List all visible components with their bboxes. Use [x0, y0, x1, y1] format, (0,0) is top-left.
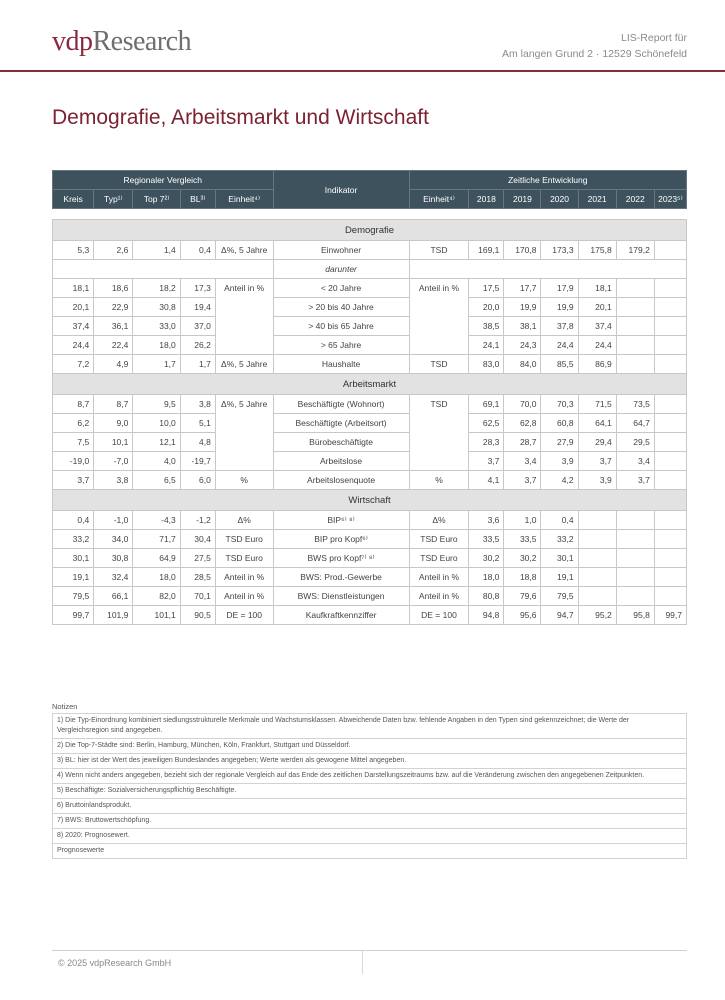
- cell-2019: 70,0: [504, 395, 541, 414]
- cell-2019: 19,9: [504, 298, 541, 317]
- cell-bl: 19,4: [180, 298, 215, 317]
- cell-bl: 30,4: [180, 530, 215, 549]
- cell-typ: -7,0: [94, 452, 133, 471]
- cell-2018: 169,1: [469, 241, 504, 260]
- indicator-table: [52, 170, 687, 625]
- cell-2020: 24,4: [541, 336, 578, 355]
- logo-vdp: vdp: [52, 26, 93, 57]
- group-regional: Regionaler Vergleich: [53, 171, 274, 190]
- cell-2019: 1,0: [504, 511, 541, 530]
- cell-indicator: > 40 bis 65 Jahre: [273, 317, 409, 336]
- cell-2019: 30,2: [504, 549, 541, 568]
- cell-2023: [654, 568, 686, 587]
- cell-indicator: BWS pro Kopf⁷⁾ ⁸⁾: [273, 549, 409, 568]
- cell-2018: 62,5: [469, 414, 504, 433]
- cell-kreis: 99,7: [53, 606, 94, 625]
- cell-2020: 30,1: [541, 549, 578, 568]
- cell-bl: -19,7: [180, 452, 215, 471]
- cell-kreis: 0,4: [53, 511, 94, 530]
- cell-bl: 90,5: [180, 606, 215, 625]
- cell-2023: [654, 587, 686, 606]
- cell-top7: 64,9: [133, 549, 180, 568]
- cell-2018: 3,7: [469, 452, 504, 471]
- cell-indicator: BIP⁶⁾ ⁸⁾: [273, 511, 409, 530]
- cell-kreis: 7,5: [53, 433, 94, 452]
- note-item: 7) BWS: Bruttowertschöpfung.: [53, 814, 687, 829]
- col-2019: 2019: [504, 190, 541, 209]
- cell-bl: 4,8: [180, 433, 215, 452]
- cell-kreis: 79,5: [53, 587, 94, 606]
- col-2022: 2022: [616, 190, 654, 209]
- cell-top7: 1,4: [133, 241, 180, 260]
- cell-kreis: 7,2: [53, 355, 94, 374]
- cell-top7: 18,2: [133, 279, 180, 298]
- cell-2018: 28,3: [469, 433, 504, 452]
- cell-2022: 3,7: [616, 471, 654, 490]
- table-row: [53, 241, 687, 260]
- cell-2020: 79,5: [541, 587, 578, 606]
- cell-indicator: BWS: Prod.-Gewerbe: [273, 568, 409, 587]
- cell-unit-right: %: [409, 471, 469, 490]
- cell-bl: 5,1: [180, 414, 215, 433]
- cell-2018: 94,8: [469, 606, 504, 625]
- cell-2020: 94,7: [541, 606, 578, 625]
- cell-2019: 3,4: [504, 452, 541, 471]
- cell-unit-right: Anteil in %: [409, 587, 469, 606]
- cell-2021: [578, 549, 616, 568]
- cell-indicator: Einwohner: [273, 241, 409, 260]
- cell-2022: 179,2: [616, 241, 654, 260]
- cell-2020: 70,3: [541, 395, 578, 414]
- table-row: [53, 606, 687, 625]
- cell-2022: [616, 587, 654, 606]
- col-2021: 2021: [578, 190, 616, 209]
- table-row: [53, 260, 687, 279]
- report-title: LIS-Report für: [621, 32, 687, 44]
- cell-2021: [578, 568, 616, 587]
- cell-2019: 170,8: [504, 241, 541, 260]
- cell-2023: [654, 414, 686, 433]
- cell-indicator: Arbeitslose: [273, 452, 409, 471]
- cell-typ: 10,1: [94, 433, 133, 452]
- section-demografie: Demografie: [53, 220, 687, 241]
- table-row: [53, 549, 687, 568]
- cell-kreis: 24,4: [53, 336, 94, 355]
- cell-top7: 101,1: [133, 606, 180, 625]
- cell-unit-right: TSD Euro: [409, 549, 469, 568]
- cell-2018: 30,2: [469, 549, 504, 568]
- footer-divider: [362, 950, 363, 974]
- table-row: [53, 587, 687, 606]
- cell-indicator: > 20 bis 40 Jahre: [273, 298, 409, 317]
- cell-2020: 19,9: [541, 298, 578, 317]
- cell-top7: 30,8: [133, 298, 180, 317]
- cell-2020: 173,3: [541, 241, 578, 260]
- cell-2023: [654, 279, 686, 298]
- table-row: [53, 395, 687, 414]
- cell-2019: 18,8: [504, 568, 541, 587]
- col-einheit-right: Einheit⁴⁾: [409, 190, 469, 209]
- cell-2020: 17,9: [541, 279, 578, 298]
- cell-bl: -1,2: [180, 511, 215, 530]
- cell-bl: 70,1: [180, 587, 215, 606]
- cell-2022: [616, 336, 654, 355]
- cell-2022: [616, 317, 654, 336]
- cell-top7: 10,0: [133, 414, 180, 433]
- cell-2021: 18,1: [578, 279, 616, 298]
- cell-top7: 71,7: [133, 530, 180, 549]
- cell-typ: 18,6: [94, 279, 133, 298]
- cell-2019: 28,7: [504, 433, 541, 452]
- cell-unit-left: Anteil in %: [215, 568, 273, 587]
- cell-2018: 18,0: [469, 568, 504, 587]
- cell-unit-right: TSD Euro: [409, 530, 469, 549]
- cell-darunter: darunter: [273, 260, 409, 279]
- cell-kreis: 33,2: [53, 530, 94, 549]
- cell-indicator: Bürobeschäftigte: [273, 433, 409, 452]
- cell-typ: 32,4: [94, 568, 133, 587]
- cell-kreis: 6,2: [53, 414, 94, 433]
- cell-unit-left: Δ%: [215, 511, 273, 530]
- cell-top7: 33,0: [133, 317, 180, 336]
- cell-typ: 22,4: [94, 336, 133, 355]
- cell-typ: 66,1: [94, 587, 133, 606]
- cell-2022: 64,7: [616, 414, 654, 433]
- table-row: [53, 298, 687, 317]
- cell-unit-right: Δ%: [409, 511, 469, 530]
- cell-unit-left: %: [215, 471, 273, 490]
- note-item: 8) 2020: Prognosewert.: [53, 829, 687, 844]
- cell-indicator: Haushalte: [273, 355, 409, 374]
- cell-2022: [616, 355, 654, 374]
- report-address: Am langen Grund 2 · 12529 Schönefeld: [501, 48, 687, 60]
- table-row: [53, 336, 687, 355]
- col-2018: 2018: [469, 190, 504, 209]
- cell-typ: -1,0: [94, 511, 133, 530]
- cell-2023: [654, 530, 686, 549]
- col-typ: Typ¹⁾: [94, 190, 133, 209]
- cell-kreis: 19,1: [53, 568, 94, 587]
- cell-2023: [654, 433, 686, 452]
- cell-typ: 9,0: [94, 414, 133, 433]
- cell-2018: 38,5: [469, 317, 504, 336]
- cell-unit-left: Δ%, 5 Jahre: [215, 355, 273, 374]
- cell-2020: 85,5: [541, 355, 578, 374]
- cell-2023: [654, 511, 686, 530]
- cell-indicator: BWS: Dienstleistungen: [273, 587, 409, 606]
- cell-bl: 3,8: [180, 395, 215, 414]
- table-row: [53, 355, 687, 374]
- cell-typ: 22,9: [94, 298, 133, 317]
- cell-2021: [578, 587, 616, 606]
- cell-kreis: 37,4: [53, 317, 94, 336]
- cell-2023: [654, 241, 686, 260]
- cell-typ: 8,7: [94, 395, 133, 414]
- table-row: [53, 414, 687, 433]
- cell-top7: 4,0: [133, 452, 180, 471]
- col-einheit-left: Einheit⁴⁾: [215, 190, 273, 209]
- note-item: 3) BL: hier ist der Wert des jeweiligen Bundeslandes angegeben; Werte werden als gewogene Mittel angegeben.: [53, 754, 687, 769]
- cell-2018: 4,1: [469, 471, 504, 490]
- table-row: [53, 317, 687, 336]
- table-row: [53, 511, 687, 530]
- header-rule: [0, 70, 725, 72]
- table-row: [53, 452, 687, 471]
- cell-2022: 73,5: [616, 395, 654, 414]
- cell-unit-left: Anteil in %: [215, 587, 273, 606]
- col-2020: 2020: [541, 190, 578, 209]
- cell-2022: [616, 530, 654, 549]
- footer-copyright: © 2025 vdpResearch GmbH: [58, 958, 172, 968]
- cell-unit-left: Δ%, 5 Jahre: [215, 395, 273, 471]
- col-kreis: Kreis: [53, 190, 94, 209]
- cell-top7: 1,7: [133, 355, 180, 374]
- cell-2021: 95,2: [578, 606, 616, 625]
- cell-unit-right: DE = 100: [409, 606, 469, 625]
- cell-2021: 29,4: [578, 433, 616, 452]
- cell-2020: 0,4: [541, 511, 578, 530]
- cell-top7: -4,3: [133, 511, 180, 530]
- section-arbeitsmarkt: Arbeitsmarkt: [53, 374, 687, 395]
- cell-typ: 101,9: [94, 606, 133, 625]
- cell-2023: [654, 336, 686, 355]
- cell-2022: [616, 549, 654, 568]
- cell-2018: 20,0: [469, 298, 504, 317]
- cell-2018: 33,5: [469, 530, 504, 549]
- cell-2022: [616, 279, 654, 298]
- report-info: [502, 30, 687, 62]
- cell-top7: 18,0: [133, 336, 180, 355]
- table-row: [53, 433, 687, 452]
- cell-2018: 17,5: [469, 279, 504, 298]
- cell-2023: [654, 452, 686, 471]
- cell-indicator: BIP pro Kopf⁶⁾: [273, 530, 409, 549]
- cell-2020: 60,8: [541, 414, 578, 433]
- cell-indicator: < 20 Jahre: [273, 279, 409, 298]
- table-row: [53, 471, 687, 490]
- col-top7: Top 7²⁾: [133, 190, 180, 209]
- cell-bl: 37,0: [180, 317, 215, 336]
- cell-top7: 6,5: [133, 471, 180, 490]
- cell-kreis: -19,0: [53, 452, 94, 471]
- cell-2018: 3,6: [469, 511, 504, 530]
- notes-table: [52, 713, 687, 859]
- cell-top7: 9,5: [133, 395, 180, 414]
- cell-2020: 27,9: [541, 433, 578, 452]
- cell-2020: 3,9: [541, 452, 578, 471]
- cell-2021: [578, 511, 616, 530]
- cell-2023: [654, 298, 686, 317]
- note-item: 2) Die Top-7-Städte sind: Berlin, Hamburg, München, Köln, Frankfurt, Stuttgart und Düsseldorf.: [53, 739, 687, 754]
- section-wirtschaft: Wirtschaft: [53, 490, 687, 511]
- cell-2019: 3,7: [504, 471, 541, 490]
- table-row: [53, 568, 687, 587]
- cell-kreis: 30,1: [53, 549, 94, 568]
- cell-2019: 17,7: [504, 279, 541, 298]
- cell-2019: 79,6: [504, 587, 541, 606]
- cell-unit-right-age: Anteil in %: [409, 279, 469, 355]
- cell-2020: 19,1: [541, 568, 578, 587]
- cell-2018: 24,1: [469, 336, 504, 355]
- cell-2022: [616, 568, 654, 587]
- cell-bl: 6,0: [180, 471, 215, 490]
- cell-2021: 37,4: [578, 317, 616, 336]
- note-item: 1) Die Typ-Einordnung kombiniert siedlungsstrukturelle Merkmale und Wachstumsklassen. Abweichende Daten bzw. fehlende Angaben in den Typen sind gekennzeichnet; die Werte der Vergleichsregion sind angegeben.: [53, 714, 687, 739]
- cell-2020: 4,2: [541, 471, 578, 490]
- cell-top7: 82,0: [133, 587, 180, 606]
- cell-indicator: Beschäftigte (Wohnort): [273, 395, 409, 414]
- cell-bl: 28,5: [180, 568, 215, 587]
- cell-indicator: Beschäftigte (Arbeitsort): [273, 414, 409, 433]
- cell-2022: 29,5: [616, 433, 654, 452]
- cell-2019: 95,6: [504, 606, 541, 625]
- page-header: [0, 0, 725, 72]
- cell-2021: 175,8: [578, 241, 616, 260]
- note-item: 6) Bruttoinlandsprodukt.: [53, 799, 687, 814]
- cell-bl: 17,3: [180, 279, 215, 298]
- cell-bl: 27,5: [180, 549, 215, 568]
- cell-unit-left-age: Anteil in %: [215, 279, 273, 355]
- cell-2023: [654, 355, 686, 374]
- cell-typ: 30,8: [94, 549, 133, 568]
- cell-2023: [654, 317, 686, 336]
- note-item: 4) Wenn nicht anders angegeben, bezieht sich der regionale Vergleich auf das Ende des zeitlichen Darstellungszeitraums bzw. auf die Veränderung zwischen den angegebenen Zeitpunkten.: [53, 769, 687, 784]
- cell-2019: 24,3: [504, 336, 541, 355]
- cell-indicator: Kaufkraftkennziffer: [273, 606, 409, 625]
- cell-2021: 64,1: [578, 414, 616, 433]
- cell-2023: [654, 395, 686, 414]
- cell-unit-left: Δ%, 5 Jahre: [215, 241, 273, 260]
- cell-unit-right: TSD: [409, 395, 469, 471]
- cell-indicator: > 65 Jahre: [273, 336, 409, 355]
- cell-indicator: Arbeitslosenquote: [273, 471, 409, 490]
- cell-unit-left: TSD Euro: [215, 530, 273, 549]
- cell-2020: 37,8: [541, 317, 578, 336]
- col-2023: 2023⁵⁾: [654, 190, 686, 209]
- cell-2021: 3,7: [578, 452, 616, 471]
- cell-2023: [654, 471, 686, 490]
- cell-2022: 95,8: [616, 606, 654, 625]
- cell-top7: 18,0: [133, 568, 180, 587]
- cell-2021: [578, 530, 616, 549]
- notes-heading: Notizen: [52, 702, 78, 711]
- logo-research: Research: [92, 26, 192, 57]
- cell-kreis: 3,7: [53, 471, 94, 490]
- cell-2021: 3,9: [578, 471, 616, 490]
- cell-2021: 20,1: [578, 298, 616, 317]
- cell-top7: 12,1: [133, 433, 180, 452]
- cell-2019: 33,5: [504, 530, 541, 549]
- group-temporal: Zeitliche Entwicklung: [409, 171, 686, 190]
- cell-typ: 2,6: [94, 241, 133, 260]
- footer-rule: [52, 950, 687, 951]
- cell-2022: [616, 298, 654, 317]
- cell-unit-left: TSD Euro: [215, 549, 273, 568]
- cell-2018: 69,1: [469, 395, 504, 414]
- cell-typ: 36,1: [94, 317, 133, 336]
- cell-kreis: 5,3: [53, 241, 94, 260]
- cell-unit-right: TSD: [409, 241, 469, 260]
- note-item: Prognosewerte: [53, 844, 687, 859]
- cell-kreis: 20,1: [53, 298, 94, 317]
- cell-2022: 3,4: [616, 452, 654, 471]
- cell-unit-left: DE = 100: [215, 606, 273, 625]
- cell-2019: 84,0: [504, 355, 541, 374]
- cell-typ: 34,0: [94, 530, 133, 549]
- cell-2021: 71,5: [578, 395, 616, 414]
- cell-2020: 33,2: [541, 530, 578, 549]
- cell-kreis: 18,1: [53, 279, 94, 298]
- cell-2018: 83,0: [469, 355, 504, 374]
- cell-2018: 80,8: [469, 587, 504, 606]
- cell-bl: 26,2: [180, 336, 215, 355]
- vdp-research-logo: [52, 26, 191, 58]
- cell-unit-right: Anteil in %: [409, 568, 469, 587]
- table-row: [53, 530, 687, 549]
- note-item: 5) Beschäftigte: Sozialversicherungspflichtig Beschäftigte.: [53, 784, 687, 799]
- cell-2021: 86,9: [578, 355, 616, 374]
- cell-bl: 0,4: [180, 241, 215, 260]
- table-row: [53, 279, 687, 298]
- cell-bl: 1,7: [180, 355, 215, 374]
- cell-typ: 4,9: [94, 355, 133, 374]
- col-bl: BL³⁾: [180, 190, 215, 209]
- cell-unit-right: TSD: [409, 355, 469, 374]
- cell-2019: 62,8: [504, 414, 541, 433]
- cell-2021: 24,4: [578, 336, 616, 355]
- cell-2023: 99,7: [654, 606, 686, 625]
- page-title: Demografie, Arbeitsmarkt und Wirtschaft: [52, 106, 429, 129]
- group-indicator: Indikator: [273, 171, 409, 209]
- cell-typ: 3,8: [94, 471, 133, 490]
- cell-2023: [654, 549, 686, 568]
- cell-kreis: 8,7: [53, 395, 94, 414]
- cell-2019: 38,1: [504, 317, 541, 336]
- cell-2022: [616, 511, 654, 530]
